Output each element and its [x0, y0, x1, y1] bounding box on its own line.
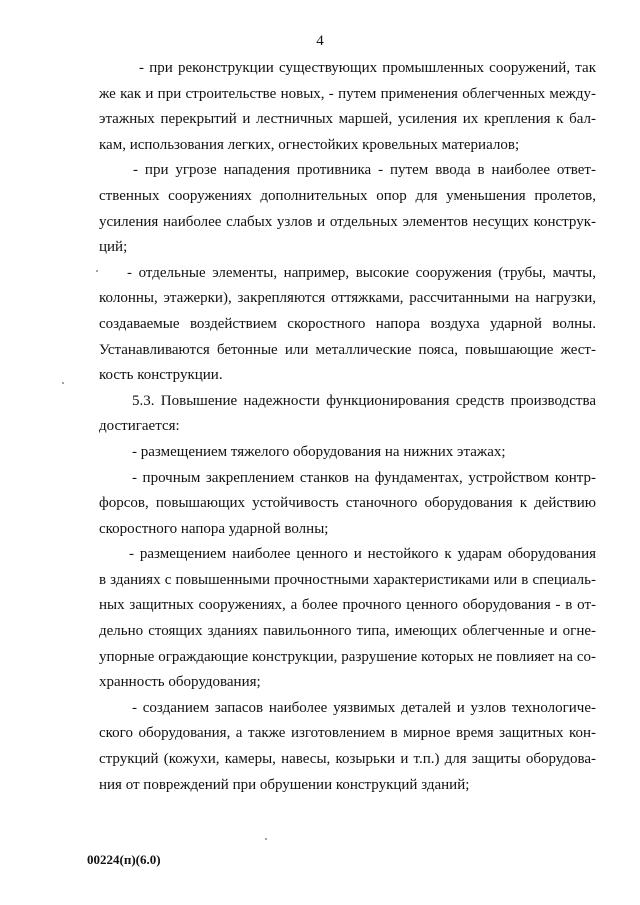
text-line: - при угрозе нападения противника - путем ввода в наиболее ответ-	[133, 162, 596, 179]
page-number: 4	[316, 33, 324, 49]
text-line: ского оборудования, а также изготовлением в мирное время защитных кон-	[99, 725, 596, 742]
text-line: усиления наиболее слабых узлов и отдельных элементов несущих конструк-	[99, 213, 596, 230]
text-line: ния от повреждений при обрушении конструкций зданий;	[99, 776, 470, 793]
text-line: в зданиях с повышенными прочностными характеристиками или в специаль-	[99, 571, 596, 588]
text-line: 5.3. Повышение надежности функционирования средств производства	[132, 392, 596, 409]
text-line: - прочным закреплением станков на фундаментах, устройством контр-	[132, 469, 596, 486]
text-line: дельно стоящих зданиях павильонного типа, имеющих облегченные и огне-	[99, 623, 596, 640]
paragraph	[99, 261, 596, 389]
text-line: Устанавливаются бетонные или металлические пояса, повышающие жест-	[99, 341, 596, 358]
text-line: кам, использования легких, огнестойких кровельных материалов;	[99, 136, 520, 153]
document-code: 00224(п)(6.0)	[87, 852, 161, 867]
paragraph	[99, 158, 596, 260]
scan-speck	[265, 838, 267, 840]
paragraph	[99, 542, 596, 696]
text-line: ций;	[99, 239, 128, 256]
text-line: кость конструкции.	[99, 367, 223, 384]
text-line: колонны, этажерки), закрепляются оттяжками, рассчитанными на нагрузки,	[99, 290, 596, 307]
text-line: скоростного напора ударной волны;	[99, 520, 329, 537]
text-line: - размещением тяжелого оборудования на нижних этажах;	[132, 443, 506, 460]
paragraph	[99, 696, 596, 798]
paragraph	[99, 389, 596, 440]
text-line: форсов, повышающих устойчивость станочного оборудования к действию	[99, 495, 596, 512]
paragraph	[99, 466, 596, 543]
scan-speck	[62, 382, 64, 384]
text-line: - размещением наиболее ценного и нестойкого к ударам оборудования	[129, 546, 596, 563]
body-text	[99, 56, 596, 798]
text-line: - отдельные элементы, например, высокие сооружения (трубы, мачты,	[127, 264, 596, 281]
scan-speck	[96, 270, 98, 272]
text-line: достигается:	[99, 418, 180, 435]
text-line: создаваемые воздействием скоростного напора воздуха ударной волны.	[99, 315, 596, 332]
paragraph	[99, 56, 596, 158]
text-line: - при реконструкции существующих промышленных сооружений, так	[139, 60, 596, 76]
text-line: этажных перекрытий и лестничных маршей, усиления их крепления к бал-	[99, 111, 596, 128]
text-line: упорные ограждающие конструкции, разрушение которых не повлияет на со-	[99, 648, 596, 665]
text-line: хранность оборудования;	[99, 674, 261, 691]
paragraph	[99, 440, 596, 466]
text-line: ных защитных сооружениях, а более прочного ценного оборудования - в от-	[99, 597, 596, 614]
text-line: - созданием запасов наиболее уязвимых деталей и узлов технологиче-	[132, 699, 596, 716]
text-line: струкций (кожухи, камеры, навесы, козырьки и т.п.) для защиты оборудова-	[99, 751, 596, 768]
text-line: же как и при строительстве новых, - путем применения облегченных между-	[99, 85, 596, 102]
text-line: ственных сооружениях дополнительных опор для уменьшения пролетов,	[99, 187, 596, 204]
